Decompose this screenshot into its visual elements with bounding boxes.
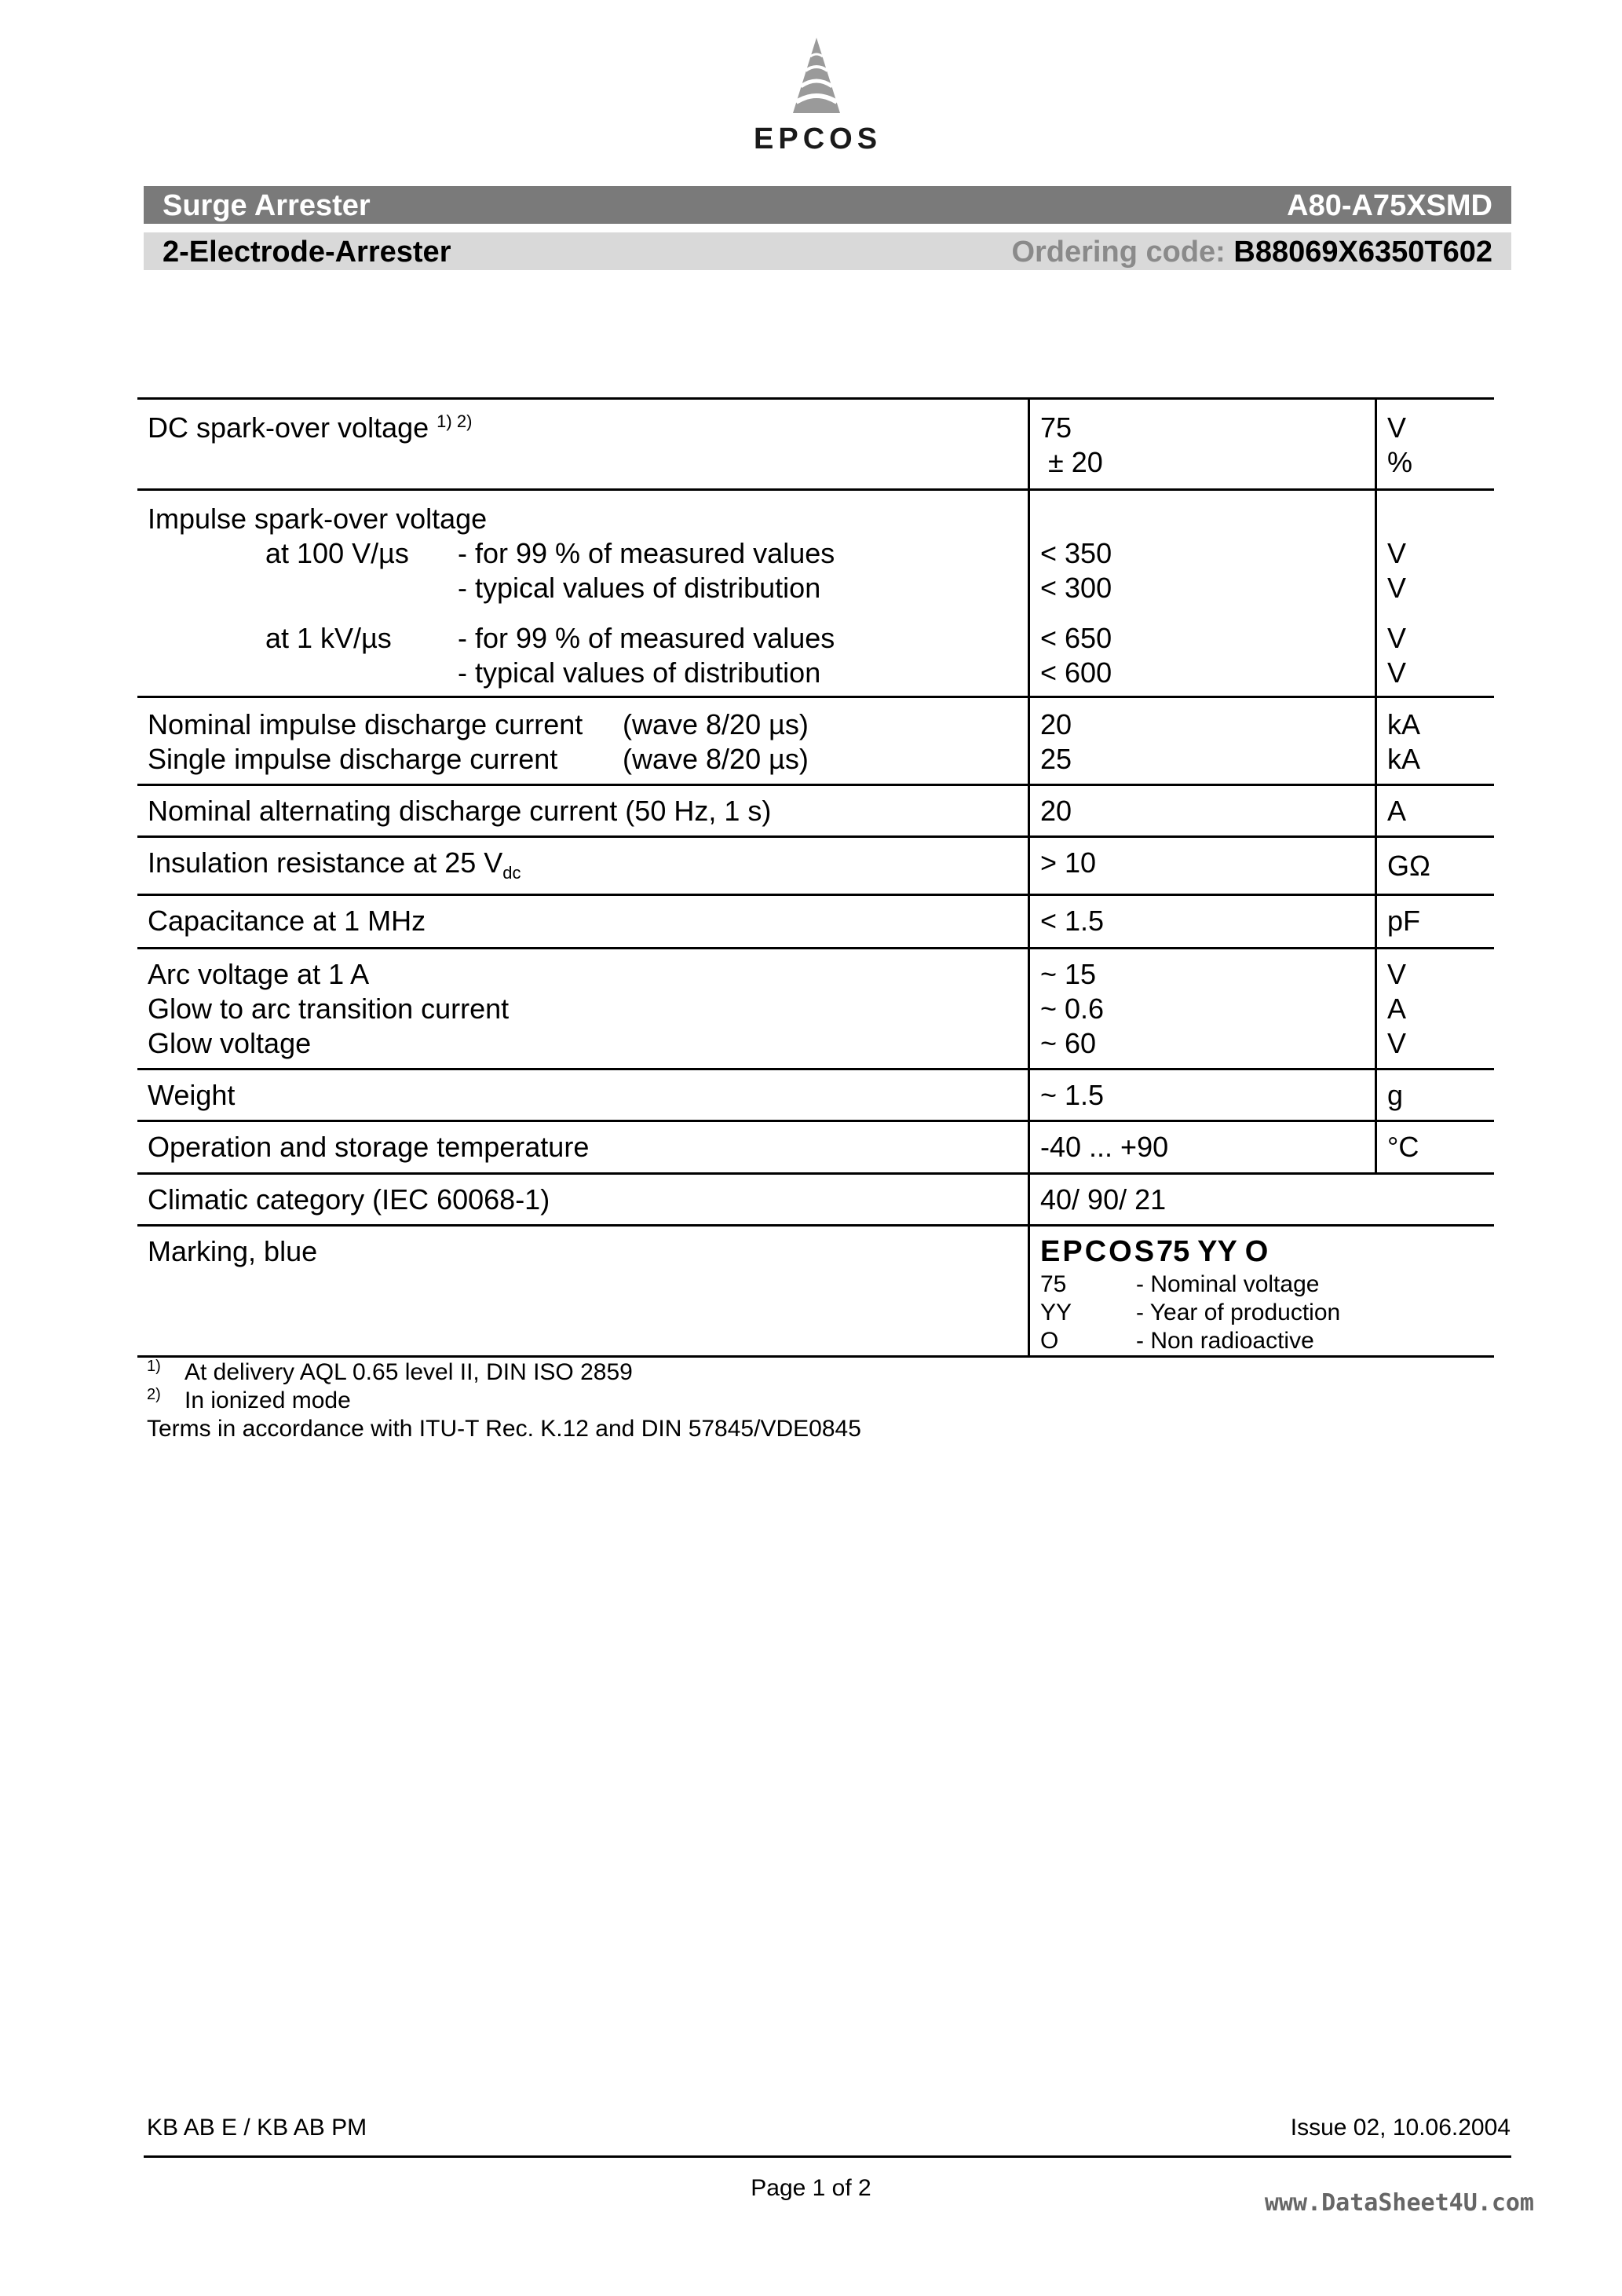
single-discharge-label: Single impulse discharge current xyxy=(148,743,558,775)
row-temperature xyxy=(137,1122,1494,1175)
row-insulation-resistance xyxy=(137,838,1494,896)
marking-item xyxy=(1040,1327,1494,1355)
footnote-2-text: In ionized mode xyxy=(184,1387,351,1413)
product-type: Surge Arrester xyxy=(163,189,371,222)
dc-tolerance: ± 20 xyxy=(1048,446,1103,478)
row-arc-glow xyxy=(137,949,1494,1070)
row-discharge-current xyxy=(137,698,1494,786)
row-dc-sparkover xyxy=(137,397,1494,491)
impulse-100-unit-99: V xyxy=(1387,537,1407,569)
epcos-triangle-icon xyxy=(777,35,856,121)
marking-item-key: YY xyxy=(1040,1300,1072,1325)
insulation-label: Insulation resistance at 25 V xyxy=(148,846,503,879)
row-marking xyxy=(137,1227,1494,1358)
logo-text: EPCOS xyxy=(754,122,882,155)
page-number: Page 1 of 2 xyxy=(751,2175,871,2201)
impulse-100-value-99: < 350 xyxy=(1040,537,1112,569)
impulse-1k-value-99: < 650 xyxy=(1040,622,1112,654)
row-capacitance xyxy=(137,896,1494,949)
marking-code xyxy=(1040,1233,1494,1270)
epcos-logo xyxy=(754,35,882,160)
dc-label: DC spark-over voltage xyxy=(148,411,429,444)
weight-label: Weight xyxy=(148,1079,236,1111)
insulation-value: > 10 xyxy=(1040,846,1097,879)
impulse-cond-100: at 100 V/µs xyxy=(265,537,409,569)
capacitance-value: < 1.5 xyxy=(1040,905,1105,937)
ordering-code: B88069X6350T602 xyxy=(1233,236,1492,269)
row-climatic-category xyxy=(137,1175,1494,1227)
footnote-2 xyxy=(147,1387,861,1415)
title-band xyxy=(144,186,1511,224)
marking-item-desc: - Year of production xyxy=(1136,1300,1341,1325)
insulation-unit: GΩ xyxy=(1387,850,1430,882)
climatic-value: 40/ 90/ 21 xyxy=(1040,1183,1167,1216)
glow-voltage-label: Glow voltage xyxy=(148,1027,312,1059)
footer-divider xyxy=(144,2155,1511,2158)
row-alternating-current xyxy=(137,786,1494,838)
marking-code-text: 75 YY O xyxy=(1156,1235,1269,1268)
spec-table xyxy=(137,397,1494,1358)
marking-item-desc: - Non radioactive xyxy=(1136,1328,1314,1354)
impulse-1k-value-typical: < 600 xyxy=(1040,656,1112,689)
glow-voltage-unit: V xyxy=(1387,1027,1407,1059)
alternating-label: Nominal alternating discharge current (50 Hz, 1 s) xyxy=(148,795,772,827)
subtitle-band xyxy=(144,232,1511,270)
temperature-label: Operation and storage temperature xyxy=(148,1131,590,1163)
marking-label: Marking, blue xyxy=(148,1235,318,1267)
nominal-discharge-unit: kA xyxy=(1387,708,1421,740)
footnote-1-number: 1) xyxy=(147,1358,161,1375)
alternating-unit: A xyxy=(1387,795,1407,827)
nominal-discharge-wave: (wave 8/20 µs) xyxy=(623,708,809,740)
marking-item-key: O xyxy=(1040,1328,1059,1354)
dc-tolerance-unit: % xyxy=(1387,446,1413,478)
part-number: A80-A75XSMD xyxy=(1287,189,1492,222)
ordering-code-label: Ordering code: xyxy=(1011,236,1226,269)
marking-item xyxy=(1040,1299,1494,1327)
nominal-discharge-value: 20 xyxy=(1040,708,1072,740)
arc-voltage-value: ~ 15 xyxy=(1040,958,1097,990)
row-impulse-sparkover xyxy=(137,491,1494,698)
impulse-1k-desc-99: - for 99 % of measured values xyxy=(458,622,835,654)
watermark: www.DataSheet4U.com xyxy=(1264,2189,1534,2217)
arc-voltage-unit: V xyxy=(1387,958,1407,990)
marking-item xyxy=(1040,1270,1494,1299)
terms-note: Terms in accordance with ITU-T Rec. K.12 and DIN 57845/VDE0845 xyxy=(147,1416,861,1442)
dc-value: 75 xyxy=(1040,411,1072,444)
impulse-1k-unit-typical: V xyxy=(1387,656,1407,689)
dc-footnote-refs: 1) 2) xyxy=(437,411,473,431)
weight-value: ~ 1.5 xyxy=(1040,1079,1105,1111)
marking-brand: EPCOS xyxy=(1040,1235,1157,1268)
alternating-value: 20 xyxy=(1040,795,1072,827)
temperature-value: -40 ... +90 xyxy=(1040,1131,1169,1163)
single-discharge-wave: (wave 8/20 µs) xyxy=(623,743,809,775)
weight-unit: g xyxy=(1387,1079,1404,1111)
impulse-1k-desc-typical: - typical values of distribution xyxy=(458,656,821,689)
glow-arc-current-value: ~ 0.6 xyxy=(1040,993,1105,1025)
marking-item-key: 75 xyxy=(1040,1271,1067,1297)
product-subtype: 2-Electrode-Arrester xyxy=(163,236,451,269)
footnote-1-text: At delivery AQL 0.65 level II, DIN ISO 2859 xyxy=(184,1359,633,1385)
climatic-label: Climatic category (IEC 60068-1) xyxy=(148,1183,550,1216)
impulse-cond-1k: at 1 kV/µs xyxy=(265,622,392,654)
capacitance-label: Capacitance at 1 MHz xyxy=(148,905,426,937)
impulse-label: Impulse spark-over voltage xyxy=(148,503,488,535)
marking-item-desc: - Nominal voltage xyxy=(1136,1271,1320,1297)
impulse-100-unit-typical: V xyxy=(1387,572,1407,604)
capacitance-unit: pF xyxy=(1387,905,1421,937)
glow-arc-current-label: Glow to arc transition current xyxy=(148,993,510,1025)
ordering-code-block xyxy=(1011,236,1492,269)
dc-unit: V xyxy=(1387,411,1407,444)
footer-issue: Issue 02, 10.06.2004 xyxy=(1290,2115,1511,2141)
arc-voltage-label: Arc voltage at 1 A xyxy=(148,958,370,990)
impulse-100-desc-99: - for 99 % of measured values xyxy=(458,537,835,569)
single-discharge-value: 25 xyxy=(1040,743,1072,775)
insulation-label-sub: dc xyxy=(502,863,521,883)
footnote-2-number: 2) xyxy=(147,1386,161,1403)
single-discharge-unit: kA xyxy=(1387,743,1421,775)
footnotes xyxy=(147,1358,861,1443)
nominal-discharge-label: Nominal impulse discharge current xyxy=(148,708,583,740)
row-weight xyxy=(137,1070,1494,1122)
impulse-100-value-typical: < 300 xyxy=(1040,572,1112,604)
impulse-100-desc-typical: - typical values of distribution xyxy=(458,572,821,604)
footnote-1 xyxy=(147,1358,861,1387)
glow-voltage-value: ~ 60 xyxy=(1040,1027,1097,1059)
impulse-1k-unit-99: V xyxy=(1387,622,1407,654)
glow-arc-current-unit: A xyxy=(1387,993,1407,1025)
temperature-unit: °C xyxy=(1387,1131,1419,1163)
footer-department: KB AB E / KB AB PM xyxy=(147,2115,367,2141)
